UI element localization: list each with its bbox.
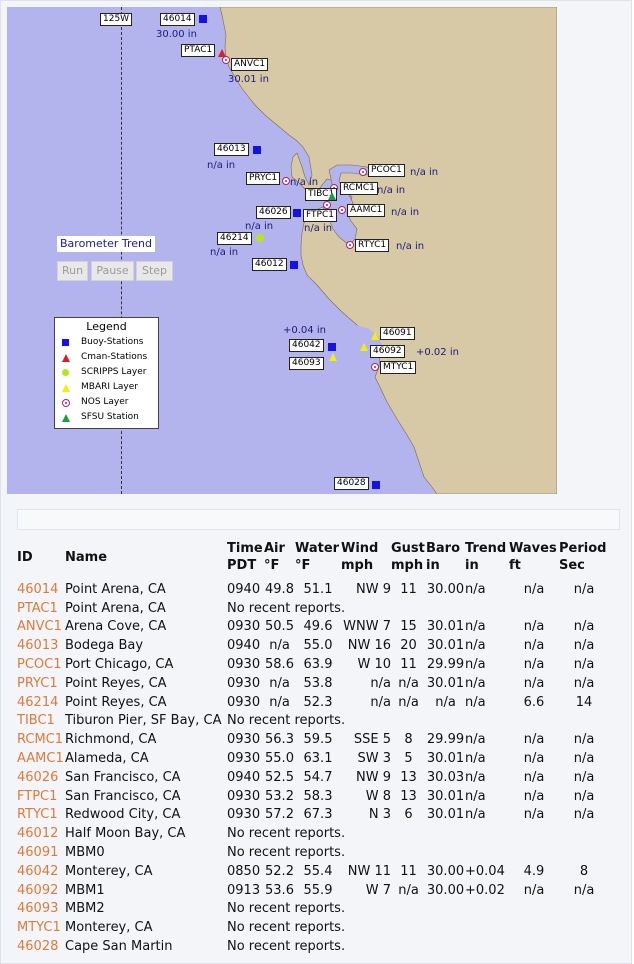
station-value-46014: 30.00 in — [156, 29, 197, 40]
table-row — [17, 693, 609, 712]
cell-wind: NW 16 — [347, 638, 391, 654]
cell-gust: n/a — [398, 694, 419, 710]
station-id-link[interactable]: AAMC1 — [17, 751, 64, 767]
cell-period: n/a — [573, 769, 595, 785]
buoy-marker-46013[interactable] — [253, 146, 261, 154]
yellow-green-dot-icon — [62, 369, 69, 376]
status-bar — [17, 509, 620, 530]
legend-label: SFSU Station — [81, 412, 139, 422]
station-id-link[interactable]: RTYC1 — [17, 807, 58, 823]
cell-waves: n/a — [523, 657, 545, 673]
station-tag-46026[interactable]: 46026 — [256, 206, 291, 219]
table-row — [17, 862, 609, 881]
cell-waves: 4.9 — [523, 863, 545, 879]
header-id: ID — [17, 549, 33, 565]
cell-wind: W 8 — [365, 788, 391, 804]
cell-time: 0930 — [227, 675, 261, 691]
cell-gust: 6 — [404, 807, 413, 823]
cell-water: 55.4 — [303, 863, 333, 879]
station-name: Bodega Bay — [65, 638, 144, 654]
station-name: Half Moon Bay, CA — [65, 826, 186, 842]
station-name: Cape San Martin — [65, 939, 173, 955]
station-id-link[interactable]: 46026 — [17, 769, 59, 785]
table-row — [17, 768, 609, 787]
nos-marker-MTYC1[interactable] — [371, 363, 379, 371]
station-id-link[interactable]: 46091 — [17, 845, 59, 861]
station-id-link[interactable]: MTYC1 — [17, 920, 61, 936]
station-tag-46028[interactable]: 46028 — [334, 477, 369, 490]
station-tag-46014[interactable]: 46014 — [160, 13, 195, 26]
cell-period: n/a — [573, 619, 595, 635]
header-time: Time PDT — [227, 541, 263, 573]
cell-baro: 30.00 — [426, 863, 465, 879]
magenta-ring-icon — [62, 399, 70, 407]
cell-baro: 30.03 — [426, 769, 465, 785]
cell-trend: n/a — [465, 619, 486, 635]
station-name: MBM1 — [65, 882, 105, 898]
cell-time: 0930 — [227, 788, 261, 804]
cell-trend: +0.02 — [465, 882, 505, 898]
cell-time: 0930 — [227, 751, 261, 767]
cell-wind: W 7 — [365, 882, 391, 898]
cell-baro: 29.99 — [426, 732, 465, 748]
cell-water: 54.7 — [303, 769, 333, 785]
cell-time: 0930 — [227, 657, 261, 673]
cell-wind: SSE 5 — [353, 732, 391, 748]
nos-marker-PCOC1[interactable] — [359, 168, 367, 176]
scripps-marker-46214[interactable] — [256, 234, 264, 242]
legend-item-sfsu — [55, 410, 158, 425]
cell-waves: n/a — [523, 638, 545, 654]
cell-water: 53.8 — [303, 675, 333, 691]
cell-gust: 13 — [400, 788, 417, 804]
station-id-link[interactable]: PTAC1 — [17, 600, 58, 616]
header-gust: Gust mph — [391, 541, 425, 573]
station-tag-46214[interactable]: 46214 — [217, 232, 252, 245]
cell-trend: n/a — [465, 732, 486, 748]
cell-wind: NW 9 — [356, 581, 391, 597]
cell-trend: +0.04 — [465, 863, 505, 879]
station-name: Alameda, CA — [65, 751, 149, 767]
header-waves: Waves ft — [509, 541, 557, 573]
station-name: MBM0 — [65, 845, 105, 861]
cell-water: 55.0 — [303, 638, 333, 654]
cell-time: 0930 — [227, 619, 261, 635]
station-tag-RCMC1[interactable]: RCMC1 — [340, 182, 378, 195]
station-tag-RTYC1[interactable]: RTYC1 — [355, 239, 389, 252]
buoy-marker-46026[interactable] — [293, 209, 301, 217]
cell-gust: 11 — [400, 657, 417, 673]
cell-air: 53.6 — [265, 882, 294, 898]
station-id-link[interactable]: PRYC1 — [17, 675, 58, 691]
cell-time: 0940 — [227, 769, 261, 785]
table-row — [17, 655, 609, 674]
cell-period: n/a — [573, 581, 595, 597]
cell-period: n/a — [573, 657, 595, 673]
cell-time: 0940 — [227, 638, 261, 654]
header-period: Period Sec — [559, 541, 607, 573]
cell-air: 56.3 — [265, 732, 294, 748]
nos-marker-FTPC1[interactable] — [323, 201, 331, 209]
step-button[interactable]: Step — [136, 261, 173, 281]
legend-item-cman — [55, 350, 158, 365]
cell-waves: n/a — [523, 732, 545, 748]
station-tag-TIBC1[interactable]: TIBC1 — [305, 188, 337, 201]
table-row — [17, 618, 609, 637]
cell-water: 49.6 — [303, 619, 333, 635]
nos-marker-PRYC1[interactable] — [282, 177, 290, 185]
table-row — [17, 580, 609, 599]
cell-baro: 30.00 — [426, 882, 465, 898]
cell-trend: n/a — [465, 581, 486, 597]
cell-time: 0940 — [227, 581, 261, 597]
table-row — [17, 881, 609, 900]
legend-label: NOS Layer — [81, 397, 129, 407]
cell-waves: n/a — [523, 675, 545, 691]
station-value-46092: +0.02 in — [416, 347, 459, 358]
buoy-marker-46012[interactable] — [290, 261, 298, 269]
station-value-FTPC1: n/a in — [304, 223, 333, 234]
station-value-46214: n/a in — [210, 247, 239, 258]
cell-air: 53.2 — [265, 788, 294, 804]
station-tag-AAMC1[interactable]: AAMC1 — [347, 204, 385, 217]
legend-label: MBARI Layer — [81, 382, 138, 392]
no-reports-note: No recent reports. — [227, 713, 346, 729]
cell-gust: 8 — [404, 732, 413, 748]
cell-wind: n/a — [370, 675, 391, 691]
mbari-marker-46093[interactable] — [329, 353, 337, 361]
cell-gust: 11 — [400, 863, 417, 879]
legend-item-mbari — [55, 380, 158, 395]
no-reports-note: No recent reports. — [227, 939, 346, 955]
station-id-link[interactable]: 46013 — [17, 638, 59, 654]
cell-baro: n/a — [435, 694, 456, 710]
station-name: Point Reyes, CA — [65, 694, 167, 710]
legend-item-scripps — [55, 365, 158, 380]
cell-waves: n/a — [523, 581, 545, 597]
cell-air: 49.8 — [265, 581, 294, 597]
cell-baro: 30.01 — [426, 807, 465, 823]
station-id-link[interactable]: 46012 — [17, 826, 59, 842]
cell-air: 50.5 — [265, 619, 294, 635]
legend-label: Cman-Stations — [81, 352, 148, 362]
station-name: San Francisco, CA — [65, 788, 181, 804]
cell-gust: n/a — [398, 675, 419, 691]
cell-water: 63.9 — [303, 657, 333, 673]
cell-waves: n/a — [523, 769, 545, 785]
station-tag-46093[interactable]: 46093 — [289, 357, 324, 370]
station-id-link[interactable]: 46214 — [17, 694, 59, 710]
table-row — [17, 636, 609, 655]
cell-air: 57.2 — [265, 807, 294, 823]
table-row — [17, 824, 609, 843]
cell-period: n/a — [573, 807, 595, 823]
cell-wind: NW 11 — [347, 863, 391, 879]
cell-period: 8 — [579, 863, 589, 879]
cell-period: n/a — [573, 751, 595, 767]
buoy-marker-46028[interactable] — [372, 481, 380, 489]
table-row — [17, 843, 609, 862]
cell-air: 55.0 — [265, 751, 294, 767]
table-row — [17, 712, 609, 731]
nos-marker-ANVC1[interactable] — [222, 56, 230, 64]
station-name: Point Arena, CA — [65, 581, 166, 597]
station-name: Port Chicago, CA — [65, 657, 174, 673]
cell-baro: 30.01 — [426, 751, 465, 767]
table-row — [17, 674, 609, 693]
cell-waves: n/a — [523, 788, 545, 804]
nos-marker-AAMC1[interactable] — [338, 206, 346, 214]
station-id-link[interactable]: RCMC1 — [17, 732, 64, 748]
header-water: Water °F — [295, 541, 340, 573]
station-name: Point Reyes, CA — [65, 675, 167, 691]
cell-air: 58.6 — [265, 657, 294, 673]
cell-air: n/a — [269, 638, 290, 654]
station-name: Monterey, CA — [65, 920, 153, 936]
cell-waves: n/a — [523, 751, 545, 767]
mbari-marker-46091[interactable] — [371, 332, 379, 340]
table-header-row — [17, 540, 609, 574]
cell-water: 52.3 — [303, 694, 333, 710]
station-value-46026: n/a in — [245, 221, 274, 232]
cell-baro: 30.01 — [426, 675, 465, 691]
station-tag-ANVC1[interactable]: ANVC1 — [231, 58, 268, 71]
cell-wind: N 3 — [368, 807, 391, 823]
cell-gust: n/a — [398, 882, 419, 898]
cell-waves: n/a — [523, 807, 545, 823]
station-tag-46092[interactable]: 46092 — [370, 345, 405, 358]
map-legend — [54, 317, 159, 429]
barometer-trend-title: Barometer Trend — [57, 236, 155, 252]
cell-baro: 29.99 — [426, 657, 465, 673]
nos-marker-RTYC1[interactable] — [346, 241, 354, 249]
cell-period: n/a — [573, 638, 595, 654]
station-name: San Francisco, CA — [65, 769, 181, 785]
table-row — [17, 749, 609, 768]
cell-waves: n/a — [523, 619, 545, 635]
station-value-46013: n/a in — [207, 160, 236, 171]
cell-waves: 6.6 — [523, 694, 545, 710]
legend-item-nos — [55, 395, 158, 410]
station-value-RTYC1: n/a in — [396, 241, 425, 252]
station-value-PCOC1: n/a in — [410, 167, 439, 178]
cell-trend: n/a — [465, 638, 486, 654]
longitude-tag: 125W — [100, 13, 132, 26]
buoy-marker-46042[interactable] — [328, 343, 336, 351]
legend-label: Buoy-Stations — [81, 337, 144, 347]
station-value-ANVC1: 30.01 in — [228, 74, 269, 85]
station-id-link[interactable]: 46028 — [17, 939, 59, 955]
header-wind: Wind mph — [341, 541, 379, 573]
no-reports-note: No recent reports. — [227, 826, 346, 842]
cell-period: n/a — [573, 732, 595, 748]
station-id-link[interactable]: FTPC1 — [17, 788, 58, 804]
no-reports-note: No recent reports. — [227, 920, 346, 936]
header-baro: Baro in — [426, 541, 461, 573]
no-reports-note: No recent reports. — [227, 845, 346, 861]
cell-wind: NW 9 — [356, 769, 391, 785]
table-row — [17, 918, 609, 937]
cell-gust: 20 — [400, 638, 417, 654]
station-value-46042: +0.04 in — [283, 325, 326, 336]
legend-title: Legend — [86, 320, 127, 333]
station-tag-PRYC1[interactable]: PRYC1 — [246, 172, 280, 185]
cell-wind: SW 3 — [357, 751, 391, 767]
table-row — [17, 730, 609, 749]
blue-square-icon — [62, 339, 69, 346]
cell-trend: n/a — [465, 657, 486, 673]
cell-water: 51.1 — [303, 581, 333, 597]
cell-wind: W 10 — [357, 657, 391, 673]
pause-button[interactable]: Pause — [91, 261, 134, 281]
cell-period: n/a — [573, 788, 595, 804]
cell-gust: 13 — [400, 769, 417, 785]
table-row — [17, 937, 609, 956]
cell-period: n/a — [573, 882, 595, 898]
station-tag-46013[interactable]: 46013 — [214, 143, 249, 156]
cell-gust: 5 — [404, 751, 413, 767]
no-reports-note: No recent reports. — [227, 600, 346, 616]
station-tag-46012[interactable]: 46012 — [252, 258, 287, 271]
green-triangle-icon — [62, 414, 70, 422]
cell-wind: n/a — [370, 694, 391, 710]
cell-baro: 30.01 — [426, 619, 465, 635]
station-tag-PCOC1[interactable]: PCOC1 — [368, 164, 405, 177]
station-name: MBM2 — [65, 901, 105, 917]
cell-period: n/a — [573, 675, 595, 691]
cell-air: 52.5 — [265, 769, 294, 785]
station-id-link[interactable]: 46042 — [17, 863, 59, 879]
header-name: Name — [65, 549, 108, 565]
station-name: Richmond, CA — [65, 732, 157, 748]
cell-gust: 11 — [400, 581, 417, 597]
table-row — [17, 806, 609, 825]
cell-trend: n/a — [465, 694, 486, 710]
cell-time: 0850 — [227, 863, 261, 879]
station-id-link[interactable]: 46014 — [17, 581, 59, 597]
cell-air: n/a — [269, 675, 290, 691]
table-row — [17, 900, 609, 919]
cell-time: 0930 — [227, 807, 261, 823]
run-button[interactable]: Run — [57, 261, 88, 281]
cell-trend: n/a — [465, 788, 486, 804]
cell-water: 59.5 — [303, 732, 333, 748]
legend-label: SCRIPPS Layer — [81, 367, 147, 377]
station-tag-PTAC1[interactable]: PTAC1 — [181, 44, 215, 57]
cell-trend: n/a — [465, 807, 486, 823]
cell-water: 58.3 — [303, 788, 333, 804]
station-name: Tiburon Pier, SF Bay, CA — [65, 713, 222, 729]
cell-time: 0913 — [227, 882, 261, 898]
cell-trend: n/a — [465, 675, 486, 691]
station-value-PRYC1: n/a in — [290, 177, 319, 188]
station-id-link[interactable]: PCOC1 — [17, 657, 62, 673]
cell-baro: 30.01 — [426, 638, 465, 654]
station-name: Monterey, CA — [65, 863, 153, 879]
station-tag-FTPC1[interactable]: FTPC1 — [303, 209, 337, 222]
header-air: Air °F — [264, 541, 285, 573]
observations-table — [17, 540, 609, 956]
station-name: Point Arena, CA — [65, 600, 166, 616]
sfsu-marker-TIBC1[interactable] — [328, 192, 336, 200]
cell-water: 63.1 — [303, 751, 333, 767]
yellow-triangle-icon — [62, 384, 70, 392]
station-id-link[interactable]: 46092 — [17, 882, 59, 898]
cell-air: n/a — [269, 694, 290, 710]
station-tag-MTYC1[interactable]: MTYC1 — [380, 361, 416, 374]
no-reports-note: No recent reports. — [227, 901, 346, 917]
cell-trend: n/a — [465, 769, 486, 785]
station-id-link[interactable]: ANVC1 — [17, 619, 62, 635]
cell-time: 0930 — [227, 732, 261, 748]
legend-item-buoy — [55, 335, 158, 350]
station-value-RCMC1: n/a in — [377, 185, 406, 196]
cell-water: 67.3 — [303, 807, 333, 823]
cell-gust: 15 — [400, 619, 417, 635]
cell-water: 55.9 — [303, 882, 333, 898]
station-name: Arena Cove, CA — [65, 619, 167, 635]
cell-baro: 30.00 — [426, 581, 465, 597]
buoy-marker-46014[interactable] — [199, 15, 207, 23]
station-tag-46091[interactable]: 46091 — [380, 327, 415, 340]
cell-baro: 30.01 — [426, 788, 465, 804]
station-value-AAMC1: n/a in — [391, 207, 420, 218]
mbari-marker-46092[interactable] — [360, 343, 368, 351]
cell-time: 0930 — [227, 694, 261, 710]
station-id-link[interactable]: TIBC1 — [17, 713, 55, 729]
cell-trend: n/a — [465, 751, 486, 767]
station-name: Redwood City, CA — [65, 807, 181, 823]
cell-waves: n/a — [523, 882, 545, 898]
cell-air: 52.2 — [265, 863, 294, 879]
table-row — [17, 599, 609, 618]
station-tag-46042[interactable]: 46042 — [289, 339, 324, 352]
station-id-link[interactable]: 46093 — [17, 901, 59, 917]
table-row — [17, 787, 609, 806]
cell-wind: WNW 7 — [343, 619, 391, 635]
cell-period: 14 — [575, 694, 593, 710]
header-trend: Trend in — [465, 541, 507, 573]
red-triangle-icon — [62, 354, 70, 362]
